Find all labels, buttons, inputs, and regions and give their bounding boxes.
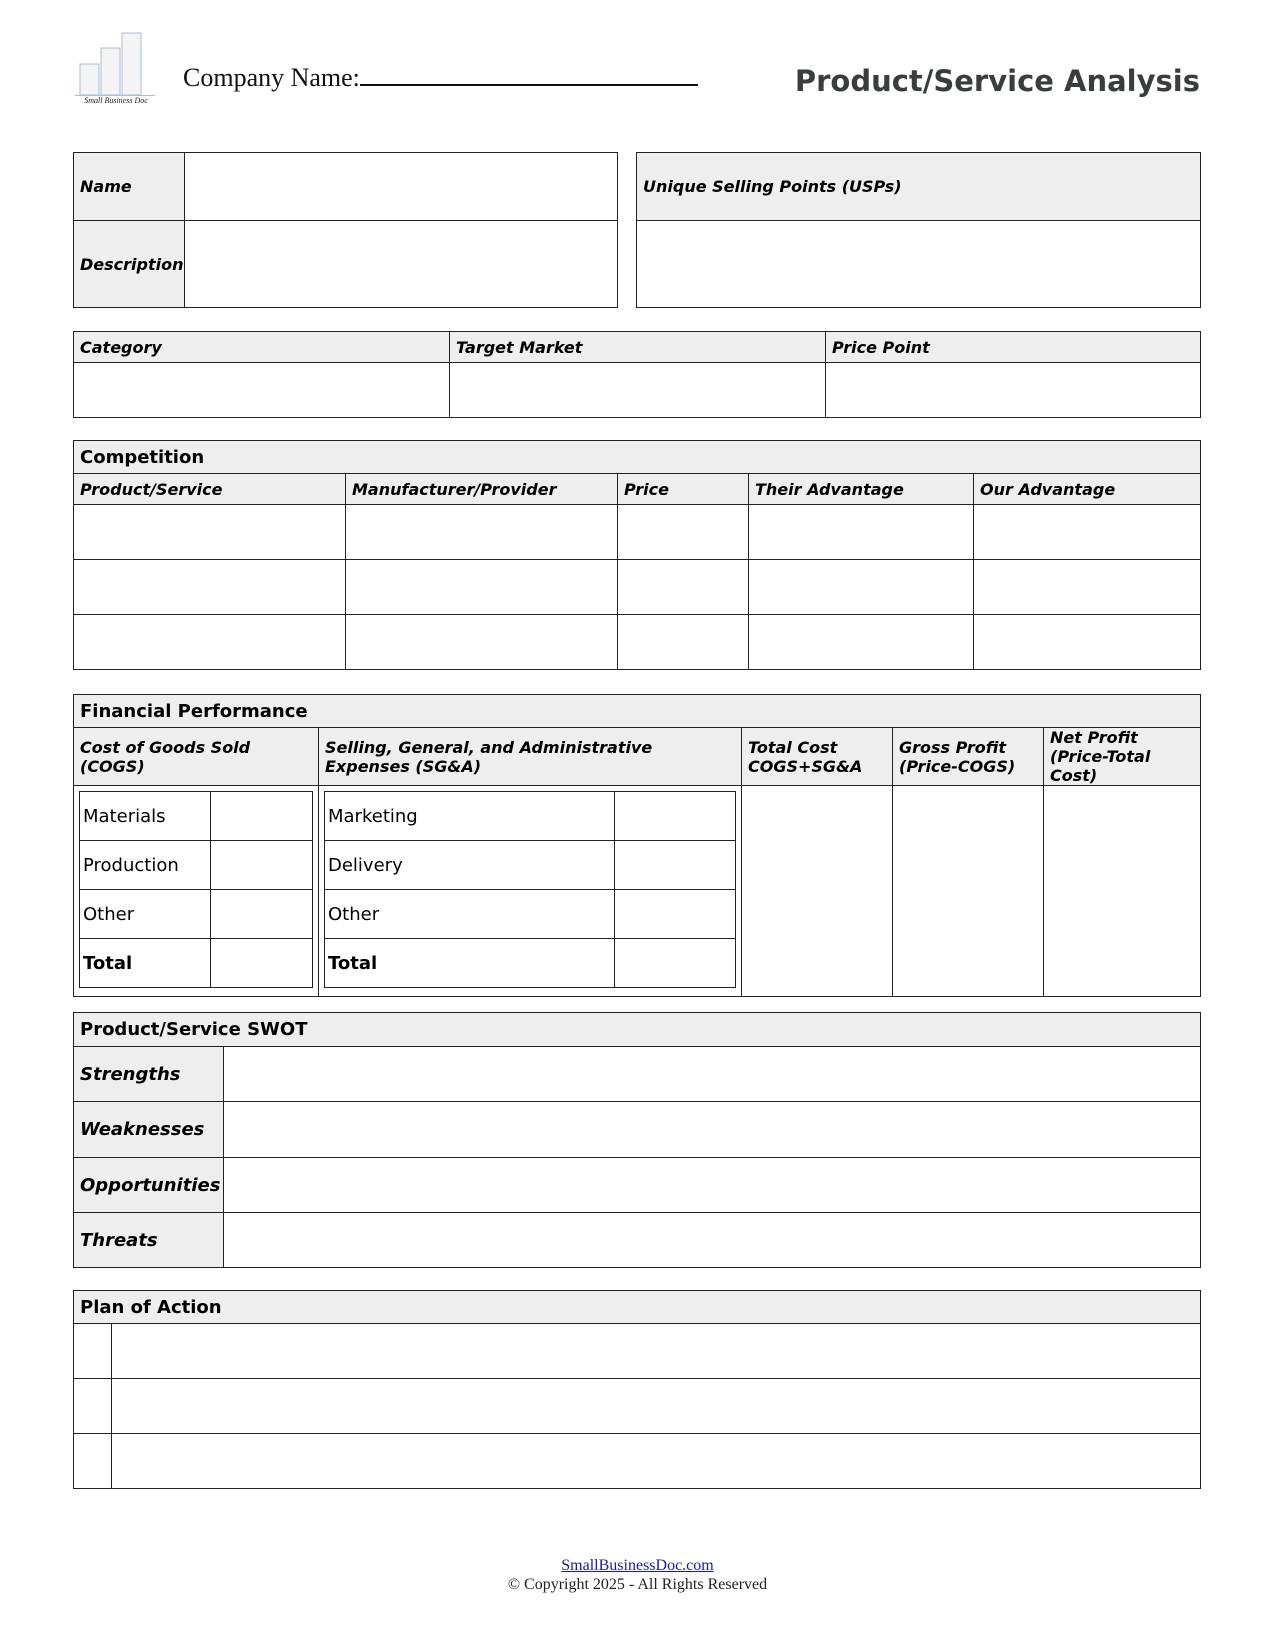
gross-profit-header-line2: (Price-COGS) — [899, 756, 1016, 776]
sga-row — [325, 841, 736, 890]
cogs-total-value[interactable] — [211, 939, 313, 988]
plan-item-number[interactable] — [74, 1379, 112, 1434]
target-market-header: Target Market — [450, 332, 826, 363]
sga-item-value[interactable] — [615, 792, 736, 841]
swot-row — [74, 1158, 1201, 1213]
gross-profit-header — [893, 728, 1044, 786]
net-profit-header — [1044, 728, 1201, 786]
financial-title: Financial Performance — [74, 695, 1201, 728]
competition-header-our-advantage: Our Advantage — [974, 474, 1201, 505]
footer — [0, 1556, 1275, 1594]
competition-cell[interactable] — [749, 505, 974, 560]
cogs-row — [80, 939, 313, 988]
net-profit-input[interactable] — [1044, 786, 1201, 997]
competition-row — [74, 615, 1201, 670]
sga-row — [325, 890, 736, 939]
total-cost-input[interactable] — [742, 786, 893, 997]
plan-item-number[interactable] — [74, 1434, 112, 1489]
overview-table — [73, 152, 618, 308]
cogs-item-label: Other — [80, 890, 211, 939]
usp-table — [636, 152, 1201, 308]
cogs-item-label: Production — [80, 841, 211, 890]
plan-title: Plan of Action — [74, 1291, 1201, 1324]
swot-row — [74, 1213, 1201, 1268]
gross-profit-header-line1: Gross Profit — [899, 737, 1006, 757]
small-business-doc-logo — [75, 32, 157, 108]
total-cost-header-line2: COGS+SG&A — [748, 756, 863, 776]
swot-title: Product/Service SWOT — [74, 1013, 1201, 1047]
financial-performance-table — [73, 694, 1201, 997]
plan-item-input[interactable] — [112, 1324, 1201, 1379]
total-cost-header-line1: Total Cost — [748, 737, 838, 757]
competition-cell[interactable] — [618, 615, 749, 670]
plan-item-input[interactable] — [112, 1379, 1201, 1434]
sga-header: Selling, General, and Administrative Expenses (SG&A) — [319, 728, 742, 786]
competition-cell[interactable] — [974, 560, 1201, 615]
plan-item-number[interactable] — [74, 1324, 112, 1379]
category-header: Category — [74, 332, 450, 363]
sga-total-label: Total — [325, 939, 615, 988]
swot-opportunities-label: Opportunities — [74, 1158, 224, 1213]
swot-weaknesses-label: Weaknesses — [74, 1102, 224, 1158]
sga-row — [325, 939, 736, 988]
sga-item-value[interactable] — [615, 890, 736, 939]
usp-input[interactable] — [637, 221, 1201, 308]
cogs-item-value[interactable] — [211, 841, 313, 890]
competition-cell[interactable] — [618, 560, 749, 615]
cogs-item-value[interactable] — [211, 792, 313, 841]
company-name-label: Company Name: — [183, 63, 360, 92]
swot-threats-label: Threats — [74, 1213, 224, 1268]
competition-cell[interactable] — [346, 615, 618, 670]
competition-cell[interactable] — [346, 560, 618, 615]
sga-total-value[interactable] — [615, 939, 736, 988]
gross-profit-input[interactable] — [893, 786, 1044, 997]
competition-header-product: Product/Service — [74, 474, 346, 505]
plan-row — [74, 1324, 1201, 1379]
swot-row — [74, 1102, 1201, 1158]
competition-title: Competition — [74, 441, 1201, 474]
plan-item-input[interactable] — [112, 1434, 1201, 1489]
competition-cell[interactable] — [974, 615, 1201, 670]
price-point-input[interactable] — [826, 363, 1201, 418]
market-table — [73, 331, 1201, 418]
company-name-input-line[interactable] — [360, 60, 698, 86]
competition-cell[interactable] — [74, 615, 346, 670]
usp-label: Unique Selling Points (USPs) — [637, 153, 1201, 221]
competition-cell[interactable] — [74, 560, 346, 615]
competition-cell[interactable] — [74, 505, 346, 560]
price-point-header: Price Point — [826, 332, 1201, 363]
competition-cell[interactable] — [749, 560, 974, 615]
competition-header-price: Price — [618, 474, 749, 505]
competition-row — [74, 560, 1201, 615]
logo-text: Small Business Doc — [84, 96, 148, 105]
swot-strengths-label: Strengths — [74, 1047, 224, 1102]
description-input[interactable] — [185, 221, 618, 308]
competition-cell[interactable] — [974, 505, 1201, 560]
cogs-header: Cost of Goods Sold (COGS) — [74, 728, 319, 786]
net-profit-header-line1: Net Profit — [1050, 728, 1138, 747]
sga-item-label: Other — [325, 890, 615, 939]
net-profit-header-line2: (Price-Total Cost) — [1050, 747, 1151, 785]
swot-threats-input[interactable] — [224, 1213, 1201, 1268]
sga-breakdown — [319, 786, 742, 997]
cogs-row — [80, 841, 313, 890]
swot-table — [73, 1012, 1201, 1268]
sga-item-value[interactable] — [615, 841, 736, 890]
competition-cell[interactable] — [618, 505, 749, 560]
description-label: Description — [74, 221, 185, 308]
total-cost-header — [742, 728, 893, 786]
cogs-total-label: Total — [80, 939, 211, 988]
cogs-item-value[interactable] — [211, 890, 313, 939]
company-name-field — [183, 60, 698, 93]
swot-opportunities-input[interactable] — [224, 1158, 1201, 1213]
cogs-row — [80, 792, 313, 841]
category-input[interactable] — [74, 363, 450, 418]
name-input[interactable] — [185, 153, 618, 221]
target-market-input[interactable] — [450, 363, 826, 418]
cogs-item-label: Materials — [80, 792, 211, 841]
name-label: Name — [74, 153, 185, 221]
competition-cell[interactable] — [346, 505, 618, 560]
competition-header-manufacturer: Manufacturer/Provider — [346, 474, 618, 505]
document-title: Product/Service Analysis — [794, 64, 1200, 98]
plan-row — [74, 1434, 1201, 1489]
sga-breakdown-table — [324, 791, 736, 988]
cogs-breakdown-table — [79, 791, 313, 988]
competition-row — [74, 505, 1201, 560]
plan-of-action-table — [73, 1290, 1201, 1489]
plan-row — [74, 1379, 1201, 1434]
sga-row — [325, 792, 736, 841]
copyright-text: © Copyright 2025 - All Rights Reserved — [507, 1576, 768, 1593]
competition-cell[interactable] — [749, 615, 974, 670]
competition-header-their-advantage: Their Advantage — [749, 474, 974, 505]
cogs-breakdown — [74, 786, 319, 997]
swot-weaknesses-input[interactable] — [224, 1102, 1201, 1158]
competition-table — [73, 440, 1201, 670]
swot-strengths-input[interactable] — [224, 1047, 1201, 1102]
swot-row — [74, 1047, 1201, 1102]
cogs-row — [80, 890, 313, 939]
sga-item-label: Marketing — [325, 792, 615, 841]
sga-item-label: Delivery — [325, 841, 615, 890]
website-link[interactable]: SmallBusinessDoc.com — [561, 1557, 714, 1574]
